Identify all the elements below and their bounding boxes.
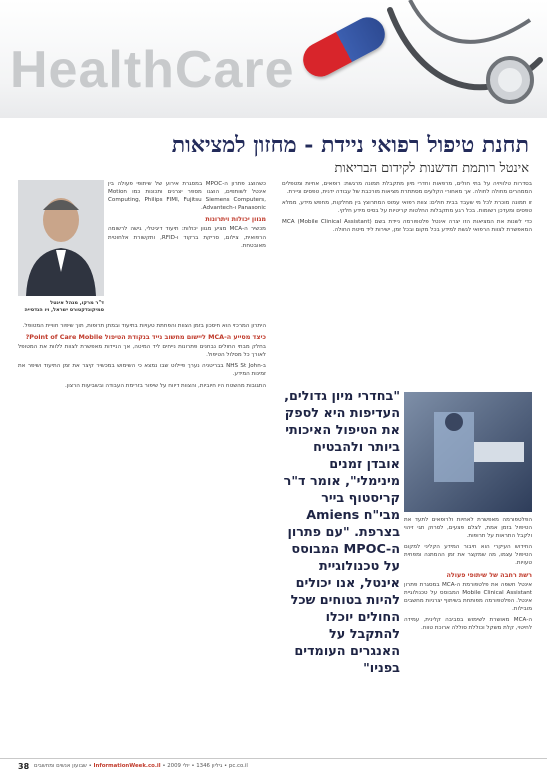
masthead xyxy=(0,0,547,118)
photo-caption: ד"ר מרקו, מנהל אינטל סמיקונדקטורס ישראל, ויו הנדסייה xyxy=(24,300,104,313)
article-column-left-wrap xyxy=(108,180,266,298)
paragraph: אינטל חשפה את פלטפורמת ה-MCA במסגרת פתרון Mobile Clinical Assistant המבוסס על טכנולוגיית אינטל. הפלטפורמה מפותחת בשיתוף יצרניות מחשבים מובילות. xyxy=(404,581,532,612)
paragraph: מכשיר ה-MCA מציע מגוון יכולות: תיעוד דיגיטלי, גישה לרשומה הרפואית, צילום, סריקת ברקוד ו-RFID, ותקשורת אלחוטית מאובטחת. xyxy=(108,226,266,249)
paragraph: בחלק מבתי החולים נבחנים פתרונות נייחים ליד המיטה, אך הניידות מאפשרת לצוות ללוות את המטופל לאורך כל מסלול הטיפול. xyxy=(18,344,266,359)
page-footer xyxy=(0,758,547,775)
pull-quote: "בחדרי מיון גדולים, העדיפות היא לספק את הטיפול האיכותי ביותר ולהבטיח אובדן זמנים מינימלי", אומר ד"ר קריסטוף בייר מבי"ח Amiens בצרפת. "עם פתרון ה-MPOC המבוסס על טכנולוגיית אינטל, אנו יכולים להיות בטוחים שכל החולים יוכלו להתקבל על האנגרים העומדים בפניו" xyxy=(283,389,400,676)
article-title: תחנת טיפול רפואי ניידת - מחזון למציאות xyxy=(171,132,529,158)
paragraph: היתרון המרכזי הוא חיסכון בזמן הצוות והפחתת טעויות בתיעוד ובמתן תרופות, תוך שיפור חוויית המטופל. xyxy=(22,323,266,329)
paragraph: בסדרות טלוויזיה על בתי חולים, מרפאות וחדרי מיון מתקבלת תמונה מרגשת: רופאים, אחיות ומטפלים הממהרים מחולה לחולה. אך מאחורי הקלעים מסתתרת מציאות מורכבת של עבודה ידנית, טפסים וניירת. xyxy=(282,181,532,196)
footer-site-1: InformationWeek.co.il xyxy=(93,763,161,769)
footer-issue: גיליון 1346 • יולי 2009 xyxy=(167,763,223,769)
capsule-pill-illustration xyxy=(297,11,391,82)
paragraph: כדי לשנות את המציאות הזו יצרה אינטל פלטפורמה ניידת בשם MCA (Mobile Clinical Assistant) המאפשרת לצוות הרפואי לגשת למידע בכל מקום ובכל זמן, ישירות ליד מיטת החולה. xyxy=(282,219,532,234)
paragraph: התגובות מהשטח היו חיוביות, והצוות דיווח על שיפור בזרימת העבודה ובשביעות הרצון. xyxy=(64,382,266,389)
article-column-right-top xyxy=(282,180,532,390)
article-subtitle: אינטל רותמת חדשנות לקידום הבריאות xyxy=(334,161,529,176)
paragraph: החידוש העיקרי הוא חיבור המידע הקליני למקום הטיפול עצמו, מה שמקצר את זמן ההמתנה ומפחית טעויות. xyxy=(404,544,532,567)
paragraph: כשהוצג פתרון ה-MPOC במסגרת אירוע של שיתופי פעולה בין אינטל לשותפים, הוצגו מספר יצרנים ותכונות כמו Motion Computing, Philips FIMI, Fujitsu Siemens Computers, Panasonic ו-Advantech. xyxy=(108,181,266,212)
brand-title: HealthCare xyxy=(10,41,295,99)
article-column-left xyxy=(18,322,266,750)
page-number: 38 xyxy=(18,762,30,771)
section-heading: מגוון יכולות ויתרונות xyxy=(205,215,266,224)
section-heading: כיצד מסייע ה-MCA ליישום מחשוב נייד בנקודת הטיפול Point of Care Mobile? xyxy=(25,333,266,342)
footer-site-2: pc.co.il xyxy=(228,763,248,769)
paragraph: הפלטפורמה מאפשרת לאחיות ולרופאים לתעד את הטיפול בזמן אמת, לצלם פצעים, לסרוק תגי זיהוי ולקבל התראות על תרופות. xyxy=(404,517,532,540)
paragraph: ב-NHS St John בבריטניה נערך פיילוט שבו נמצא כי השימוש במכשיר קיצר את זמן התיעוד ושיפר את זמינות המידע. xyxy=(18,363,266,378)
article-column-right-bottom xyxy=(404,516,532,752)
paragraph: ה-MCA מאושרת לשימוש בסביבה קלינית, עמידה לחיטוי, קלת משקל וכוללת סוללה ארוכת טווח. xyxy=(404,617,532,632)
footer-publication-line: pc.co.il • גיליון 1346 • יולי 2009 • InformationWeek.co.il • שבועון אנשים ומחשבים xyxy=(34,763,248,769)
stethoscope-illustration xyxy=(380,0,547,118)
portrait-photo xyxy=(18,180,104,296)
section-heading: רשת רחבה של שיתופי פעולה xyxy=(446,570,532,579)
hospital-corridor-photo xyxy=(404,392,532,512)
paragraph: זו תמונה מוכרת לכל מי שעבד בבית חולים: צוות רפואי עמוס המתרוצץ בין מחלקות, מחפש מידע, ממלא טפסים ומעדכן רשומות. בכל רגע מתקבלות החלטות קריטיות על בסיס מידע חלקי. xyxy=(282,200,532,215)
footer-publication: שבועון אנשים ומחשבים xyxy=(34,763,87,769)
